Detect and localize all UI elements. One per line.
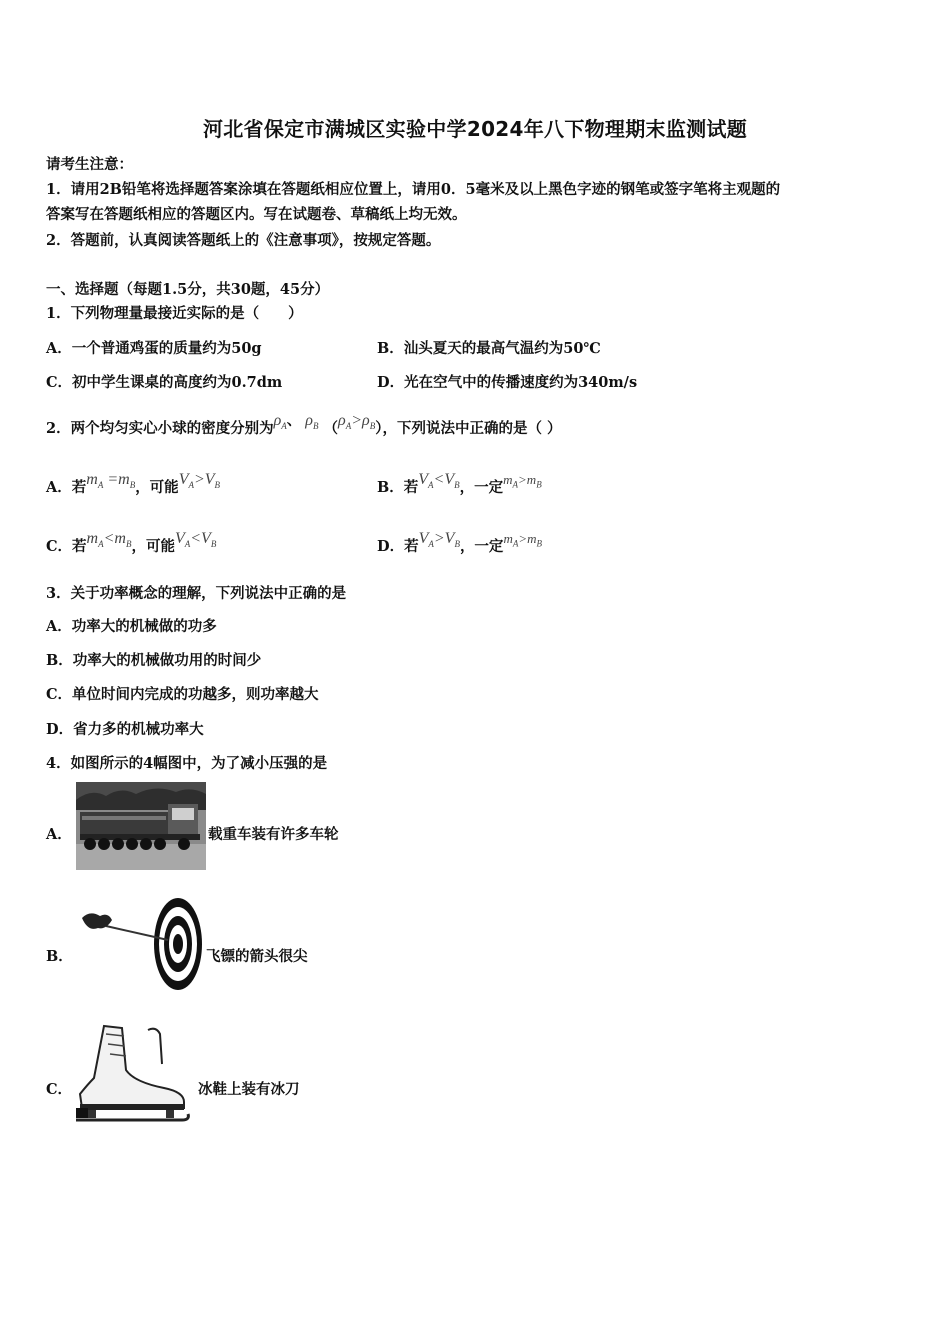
q2-c-volume: $V_A<V_B$: [174, 530, 217, 550]
q2-c-mass: $m_A<m_B$: [86, 530, 132, 550]
q3-option-b: B．功率大的机械做功用的时间少: [46, 652, 262, 669]
q2-stem: 2．两个均匀实心小球的密度分别为$\rho_A$、 $\rho_B$ $(\rho_A>\rho_B)$，下列说法中正确的是（ ）: [46, 412, 562, 437]
exam-title: 河北省保定市满城区实验中学2024年八下物理期末监测试题: [202, 117, 748, 141]
q2-stem-end: ），下列说法中正确的是（ ）: [375, 420, 562, 437]
notice-item-1-line-2: 答案写在答题纸相应的答题区内。写在试题卷、草稿纸上均无效。: [46, 206, 467, 223]
notice-item-2: 2．答题前，认真阅读答题纸上的《注意事项》，按规定答题。: [46, 232, 441, 249]
q2-option-a: A．若$m_A =m_B$，可能$V_A>V_B$: [46, 471, 221, 496]
q2-d-volume: $V_A>V_B$: [418, 530, 460, 550]
q2-option-d: D．若$V_A>V_B$，一定$m_A>m_B$: [377, 530, 542, 555]
q2-density-relation: $\rho_A>\rho_B$: [338, 412, 376, 432]
q1-option-c: C．初中学生课桌的高度约为0.7dm: [46, 374, 283, 391]
q1-option-d: D．光在空气中的传播速度约为340m/s: [377, 374, 638, 391]
q3-option-c: C．单位时间内完成的功越多，则功率越大: [46, 686, 319, 703]
notice-item-1-line-1: 1．请用2B铅笔将选择题答案涂填在答题纸相应位置上，请用0．5毫米及以上黑色字迹的钢笔或签字笔将主观题的: [46, 181, 781, 198]
q2-b-mass: $m_A>m_B$: [503, 472, 542, 490]
q2-stem-text: 2．两个均匀实心小球的密度分别为: [46, 420, 274, 437]
dart-target-image: [78, 896, 206, 992]
q4-option-a-text: 载重车装有许多车轮: [208, 826, 339, 843]
q3-option-d: D．省力多的机械功率大: [46, 721, 204, 738]
q2-a-mass: $m_A =m_B$: [86, 471, 136, 491]
q3-stem: 3．关于功率概念的理解，下列说法中正确的是: [46, 585, 347, 602]
section-heading: 一、选择题（每题1.5分，共30题，45分）: [46, 281, 330, 298]
q4-option-c-text: 冰鞋上装有冰刀: [198, 1081, 300, 1098]
q3-option-a: A．功率大的机械做的功多: [46, 618, 217, 635]
q2-rho-a: $\rho_A$: [273, 412, 287, 432]
q2-a-volume: $V_A>V_B$: [178, 471, 221, 491]
q4-option-a-letter: A．: [46, 826, 72, 843]
ice-skate-image: [74, 1024, 194, 1128]
notice-heading: 请考生注意：: [46, 156, 133, 173]
q4-option-b-letter: B．: [46, 948, 73, 965]
q2-rho-b: $\rho_B$: [305, 412, 319, 432]
q4-option-c-letter: C．: [46, 1081, 73, 1098]
q2-option-b: B．若$V_A<V_B$，一定$m_A>m_B$: [377, 471, 542, 496]
q1-stem: 1．下列物理量最接近实际的是（ ）: [46, 305, 303, 322]
truck-image: [76, 782, 206, 870]
q2-d-mass: $m_A>m_B$: [503, 531, 542, 549]
q1-option-b: B．汕头夏天的最高气温约为50℃: [377, 340, 601, 357]
q2-b-volume: $V_A<V_B$: [418, 471, 460, 491]
q1-option-a: A．一个普通鸡蛋的质量约为50g: [46, 340, 262, 357]
q4-stem: 4．如图所示的4幅图中，为了减小压强的是: [46, 755, 328, 772]
q4-option-b-text: 飞镖的箭头很尖: [206, 948, 308, 965]
q2-option-c: C．若$m_A<m_B$，可能$V_A<V_B$: [46, 530, 217, 555]
